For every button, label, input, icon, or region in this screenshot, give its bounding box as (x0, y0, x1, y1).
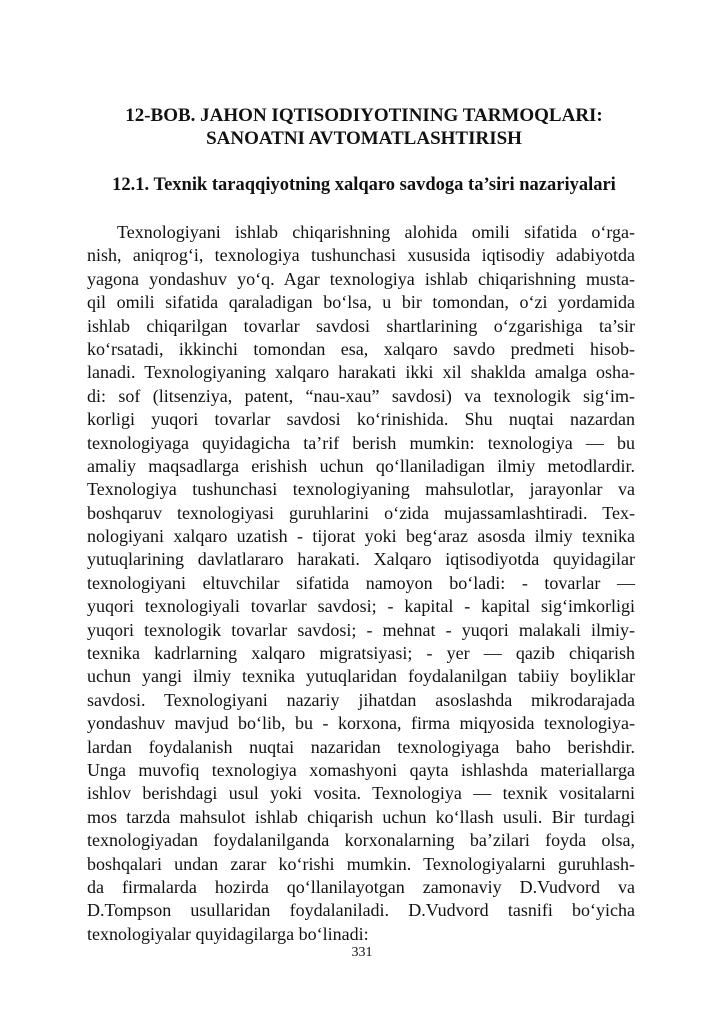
body-line: yagona yondashuv yo‘q. Agar texnologiya ishlab chiqarishning musta- (87, 268, 635, 289)
chapter-title-line-2: SANOATNI AVTOMATLASHTIRISH (206, 128, 522, 149)
body-line: nish, aniqrog‘i, texnologiya tushunchasi xususida iqtisodiy adabiyotda (87, 245, 635, 266)
body-line: D.Tompson usullaridan foydalaniladi. D.Vudvord tasnifi bo‘yicha (87, 900, 635, 921)
body-line: texnologiyalar quyidagilarga bo‘linadi: (87, 923, 369, 944)
body-line: nologiyani xalqaro uzatish - tijorat yoki beg‘araz asosda ilmiy texnika (87, 526, 635, 547)
body-line: korligi yuqori tovarlar savdosi ko‘rinishida. Shu nuqtai nazardan (87, 409, 635, 430)
body-line: Unga muvofiq texnologiya xomashyoni qayta ishlashda materiallarga (87, 759, 635, 780)
chapter-title (90, 104, 638, 150)
body-line: ishlab chiqarilgan tovarlar savdosi shartlarining o‘zgarishiga ta’sir (87, 315, 635, 336)
body-line: Texnologiyani ishlab chiqarishning alohida omili sifatida o‘rga- (117, 222, 635, 242)
body-line: texnologiyani eltuvchilar sifatida namoyon bo‘ladi: - tovarlar — (87, 572, 635, 593)
body-line: lardan foydalanish nuqtai nazaridan texnologiyaga baho berishdir. (87, 736, 635, 757)
body-line: savdosi. Texnologiyani nazariy jihatdan asoslashda mikrodarajada (87, 689, 635, 710)
body-line: yuqori texnologik tovarlar savdosi; - mehnat - yuqori malakali ilmiy- (87, 619, 635, 640)
body-line: qil omili sifatida qaraladigan bo‘lsa, u bir tomondan, o‘zi yordamida (87, 292, 635, 313)
body-text (87, 221, 635, 946)
body-line: texnologiyadan foydalanilganda korxonalarning ba’zilari foyda olsa, (87, 830, 635, 851)
body-line: Texnologiya tushunchasi texnologiyaning mahsulotlar, jarayonlar va (87, 479, 635, 500)
body-line: yutuqlarining davlatlararo harakati. Xalqaro iqtisodiyotda quyidagilar (87, 549, 635, 570)
body-line: yondashuv mavjud bo‘lib, bu - korxona, firma miqyosida texnologiya- (87, 713, 635, 734)
section-title: 12.1. Texnik taraqqiyotning xalqaro savdoga ta’siri nazariyalari (112, 175, 616, 195)
body-line: da firmalarda hozirda qo‘llanilayotgan zamonaviy D.Vudvord va (87, 876, 635, 897)
body-line: ko‘rsatadi, ikkinchi tomondan esa, xalqaro savdo predmeti hisob- (87, 338, 635, 359)
body-line: mos tarzda mahsulot ishlab chiqarish uchun ko‘llash usuli. Bir turdagi (87, 806, 635, 827)
body-line: di: sof (litsenziya, patent, “nau-xau” savdosi) va texnologik sig‘im- (87, 385, 635, 406)
body-line: ishlov berishdagi usul yoki vosita. Texnologiya — texnik vositalarni (87, 783, 635, 804)
body-line: amaliy maqsadlarga erishish uchun qo‘llaniladigan ilmiy metodlardir. (87, 455, 635, 476)
page-number: 331 (351, 945, 373, 960)
body-line: texnologiyaga quyidagicha ta’rif berish mumkin: texnologiya — bu (87, 432, 635, 453)
body-line: uchun yangi ilmiy texnika yutuqlaridan foydalanilgan tabiiy boyliklar (87, 666, 635, 687)
body-line: lanadi. Texnologiyaning xalqaro harakati ikki xil shaklda amalga osha- (87, 362, 635, 383)
body-line: boshqaruv texnologiyasi guruhlarini o‘zida mujassamlashtiradi. Tex- (87, 502, 635, 523)
chapter-title-line-1: 12-BOB. JAHON IQTISODIYOTINING TARMOQLARI: (125, 105, 603, 126)
body-line: yuqori texnologiyali tovarlar savdosi; - kapital - kapital sig‘imkorligi (87, 596, 635, 617)
body-line: texnika kadrlarning xalqaro migratsiyasi; - yer — qazib chiqarish (87, 643, 635, 664)
body-line: boshqalari undan zarar ko‘rishi mumkin. Texnologiyalarni guruhlash- (87, 853, 635, 874)
